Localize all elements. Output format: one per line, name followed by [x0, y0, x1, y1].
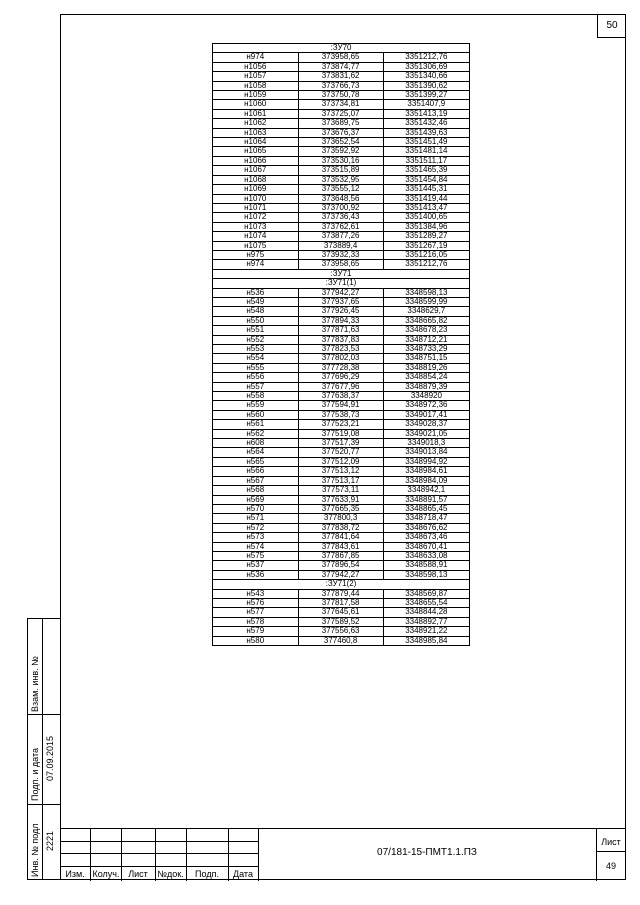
point-id: н1060: [213, 100, 299, 109]
point-id: н573: [213, 533, 299, 542]
y-coordinate: 3351400,65: [383, 213, 469, 222]
point-id: н556: [213, 373, 299, 382]
table-row: [213, 326, 470, 335]
x-coordinate: 373958,65: [298, 260, 383, 269]
y-coordinate: 3348712,21: [383, 335, 469, 344]
x-coordinate: 377556,63: [298, 627, 383, 636]
y-coordinate: 3348733,29: [383, 345, 469, 354]
point-id: н552: [213, 335, 299, 344]
x-coordinate: 373725,07: [298, 109, 383, 118]
point-id: н566: [213, 467, 299, 476]
x-coordinate: 377926,45: [298, 307, 383, 316]
y-coordinate: 3348984,61: [383, 467, 469, 476]
point-id: н1073: [213, 222, 299, 231]
y-coordinate: 3348984,09: [383, 476, 469, 485]
x-coordinate: 373515,89: [298, 166, 383, 175]
x-coordinate: 377517,39: [298, 439, 383, 448]
table-row: [213, 373, 470, 382]
y-coordinate: 3351267,19: [383, 241, 469, 250]
x-coordinate: 373689,75: [298, 119, 383, 128]
section-title: :ЗУ71: [213, 269, 470, 278]
x-coordinate: 373958,65: [298, 53, 383, 62]
table-row: [213, 486, 470, 495]
y-coordinate: 3351407,9: [383, 100, 469, 109]
y-coordinate: 3348633,08: [383, 551, 469, 560]
y-coordinate: 3348678,23: [383, 326, 469, 335]
y-coordinate: 3348598,13: [383, 570, 469, 579]
x-coordinate: 377538,73: [298, 410, 383, 419]
section-title: :ЗУ71(2): [213, 580, 470, 589]
y-coordinate: 3349018,3: [383, 439, 469, 448]
x-coordinate: 373874,77: [298, 62, 383, 71]
point-id: н975: [213, 250, 299, 259]
x-coordinate: 377520,77: [298, 448, 383, 457]
x-coordinate: 377894,33: [298, 316, 383, 325]
point-id: н1063: [213, 128, 299, 137]
x-coordinate: 373530,16: [298, 156, 383, 165]
list-label: Лист: [128, 869, 148, 879]
section-title: :ЗУ70: [213, 44, 470, 53]
x-coordinate: 373750,78: [298, 91, 383, 100]
y-coordinate: 3349021,05: [383, 429, 469, 438]
table-row: [213, 514, 470, 523]
table-row: [213, 232, 470, 241]
table-row: [213, 627, 470, 636]
y-coordinate: 3348569,87: [383, 589, 469, 598]
sign-date: 07.09.2015: [45, 735, 55, 781]
y-coordinate: 3348844,28: [383, 608, 469, 617]
point-id: н608: [213, 439, 299, 448]
left-stamp-strip: [27, 618, 60, 880]
x-coordinate: 373831,62: [298, 72, 383, 81]
x-coordinate: 377633,91: [298, 495, 383, 504]
section-title: :ЗУ71(1): [213, 279, 470, 288]
point-id: н1057: [213, 72, 299, 81]
point-id: н579: [213, 627, 299, 636]
table-row: [213, 401, 470, 410]
table-row: [213, 100, 470, 109]
y-coordinate: 3349028,37: [383, 420, 469, 429]
x-coordinate: 373736,43: [298, 213, 383, 222]
y-coordinate: 3351419,44: [383, 194, 469, 203]
x-coordinate: 377665,35: [298, 504, 383, 513]
y-coordinate: 3348588,91: [383, 561, 469, 570]
x-coordinate: 377802,03: [298, 354, 383, 363]
document-code: 07/181-15-ПМТ1.1.ПЗ: [377, 847, 477, 858]
y-coordinate: 3348920: [383, 392, 469, 401]
y-coordinate: 3348865,45: [383, 504, 469, 513]
point-id: н562: [213, 429, 299, 438]
x-coordinate: 377519,08: [298, 429, 383, 438]
point-id: н1066: [213, 156, 299, 165]
y-coordinate: 3351445,31: [383, 185, 469, 194]
y-coordinate: 3348891,57: [383, 495, 469, 504]
point-id: н536: [213, 288, 299, 297]
x-coordinate: 373700,92: [298, 203, 383, 212]
sheet-number: 49: [605, 861, 616, 871]
table-row: [213, 420, 470, 429]
point-id: н1056: [213, 62, 299, 71]
x-coordinate: 377871,63: [298, 326, 383, 335]
x-coordinate: 377594,91: [298, 401, 383, 410]
y-coordinate: 3351413,47: [383, 203, 469, 212]
y-coordinate: 3349017,41: [383, 410, 469, 419]
x-coordinate: 373652,54: [298, 138, 383, 147]
table-row: [213, 166, 470, 175]
table-row: [213, 495, 470, 504]
x-coordinate: 373766,73: [298, 81, 383, 90]
point-id: н565: [213, 457, 299, 466]
y-coordinate: 3351390,62: [383, 81, 469, 90]
x-coordinate: 377638,37: [298, 392, 383, 401]
x-coordinate: 377645,61: [298, 608, 383, 617]
x-coordinate: 377677,96: [298, 382, 383, 391]
x-coordinate: 377879,44: [298, 589, 383, 598]
point-id: н555: [213, 363, 299, 372]
y-coordinate: 3351481,14: [383, 147, 469, 156]
point-id: н1059: [213, 91, 299, 100]
y-coordinate: 3348892,77: [383, 617, 469, 626]
vzam-label: Взам. инв. №: [30, 656, 40, 712]
x-coordinate: 377460,8: [298, 636, 383, 645]
y-coordinate: 3348994,92: [383, 457, 469, 466]
point-id: н536: [213, 570, 299, 579]
x-coordinate: 377838,72: [298, 523, 383, 532]
y-coordinate: 3351451,49: [383, 138, 469, 147]
y-coordinate: 3351432,46: [383, 119, 469, 128]
table-row: [213, 119, 470, 128]
x-coordinate: 377942,27: [298, 288, 383, 297]
y-coordinate: 3351465,39: [383, 166, 469, 175]
x-coordinate: 373555,12: [298, 185, 383, 194]
x-coordinate: 377696,29: [298, 373, 383, 382]
x-coordinate: 377837,83: [298, 335, 383, 344]
point-id: н1061: [213, 109, 299, 118]
title-block: [60, 828, 626, 880]
x-coordinate: 377800,3: [298, 514, 383, 523]
point-id: н1072: [213, 213, 299, 222]
x-coordinate: 377823,53: [298, 345, 383, 354]
x-coordinate: 377728,38: [298, 363, 383, 372]
koluch-label: Колуч.: [92, 869, 120, 879]
point-id: н543: [213, 589, 299, 598]
table-row: [213, 185, 470, 194]
table-row: [213, 533, 470, 542]
x-coordinate: 373532,95: [298, 175, 383, 184]
point-id: н578: [213, 617, 299, 626]
point-id: н569: [213, 495, 299, 504]
y-coordinate: 3348819,26: [383, 363, 469, 372]
point-id: н551: [213, 326, 299, 335]
point-id: н1062: [213, 119, 299, 128]
point-id: н574: [213, 542, 299, 551]
table-row: [213, 354, 470, 363]
table-row: [213, 72, 470, 81]
point-id: н560: [213, 410, 299, 419]
point-id: н1065: [213, 147, 299, 156]
point-id: н1070: [213, 194, 299, 203]
point-id: н1058: [213, 81, 299, 90]
y-coordinate: 3348985,84: [383, 636, 469, 645]
x-coordinate: 377513,17: [298, 476, 383, 485]
x-coordinate: 377843,61: [298, 542, 383, 551]
x-coordinate: 377896,54: [298, 561, 383, 570]
point-id: н1064: [213, 138, 299, 147]
x-coordinate: 373877,26: [298, 232, 383, 241]
y-coordinate: 3348629,7: [383, 307, 469, 316]
y-coordinate: 3351306,69: [383, 62, 469, 71]
x-coordinate: 377573,11: [298, 486, 383, 495]
y-coordinate: 3348972,36: [383, 401, 469, 410]
y-coordinate: 3348665,82: [383, 316, 469, 325]
table-row: [213, 260, 470, 269]
ndok-label: №док.: [157, 869, 184, 879]
point-id: н1075: [213, 241, 299, 250]
izm-label: Изм.: [65, 869, 85, 879]
y-coordinate: 3351413,19: [383, 109, 469, 118]
x-coordinate: 377867,85: [298, 551, 383, 560]
point-id: н559: [213, 401, 299, 410]
table-row: [213, 561, 470, 570]
x-coordinate: 377513,12: [298, 467, 383, 476]
x-coordinate: 373676,37: [298, 128, 383, 137]
podp-label: Подп.: [195, 869, 219, 879]
point-id: н550: [213, 316, 299, 325]
point-id: н1074: [213, 232, 299, 241]
podp-data-label: Подп. и дата: [30, 747, 40, 801]
y-coordinate: 3351454,84: [383, 175, 469, 184]
x-coordinate: 377942,27: [298, 570, 383, 579]
y-coordinate: 3351399,27: [383, 91, 469, 100]
y-coordinate: 3348718,47: [383, 514, 469, 523]
x-coordinate: 373734,81: [298, 100, 383, 109]
section-header-row: [213, 580, 470, 589]
point-id: н1069: [213, 185, 299, 194]
sheet-label: Лист: [601, 837, 621, 847]
point-id: н1068: [213, 175, 299, 184]
x-coordinate: 377841,64: [298, 533, 383, 542]
x-coordinate: 373932,33: [298, 250, 383, 259]
point-id: н974: [213, 260, 299, 269]
x-coordinate: 377937,65: [298, 297, 383, 306]
y-coordinate: 3348599,99: [383, 297, 469, 306]
y-coordinate: 3348942,1: [383, 486, 469, 495]
inv-label: Инв. № подл: [30, 823, 40, 877]
point-id: н1067: [213, 166, 299, 175]
point-id: н576: [213, 598, 299, 607]
table-row: [213, 448, 470, 457]
y-coordinate: 3351384,96: [383, 222, 469, 231]
y-coordinate: 3348655,54: [383, 598, 469, 607]
x-coordinate: 377817,58: [298, 598, 383, 607]
point-id: н549: [213, 297, 299, 306]
x-coordinate: 377512,09: [298, 457, 383, 466]
y-coordinate: 3348598,13: [383, 288, 469, 297]
y-coordinate: 3349013,84: [383, 448, 469, 457]
point-id: н567: [213, 476, 299, 485]
point-id: н557: [213, 382, 299, 391]
point-id: н580: [213, 636, 299, 645]
table-row: [213, 194, 470, 203]
y-coordinate: 3348676,62: [383, 523, 469, 532]
point-id: н553: [213, 345, 299, 354]
y-coordinate: 3351340,66: [383, 72, 469, 81]
x-coordinate: 377589,52: [298, 617, 383, 626]
table-row: [213, 147, 470, 156]
point-id: н548: [213, 307, 299, 316]
y-coordinate: 3348670,41: [383, 542, 469, 551]
x-coordinate: 373592,92: [298, 147, 383, 156]
y-coordinate: 3351439,63: [383, 128, 469, 137]
y-coordinate: 3348879,39: [383, 382, 469, 391]
x-coordinate: 373648,56: [298, 194, 383, 203]
inv-value: 2221: [45, 830, 55, 851]
y-coordinate: 3351212,76: [383, 260, 469, 269]
point-id: н554: [213, 354, 299, 363]
table-row: [213, 213, 470, 222]
point-id: н572: [213, 523, 299, 532]
point-id: н537: [213, 561, 299, 570]
y-coordinate: 3351511,17: [383, 156, 469, 165]
data-label: Дата: [233, 869, 253, 879]
point-id: н974: [213, 53, 299, 62]
point-id: н575: [213, 551, 299, 560]
y-coordinate: 3348854,24: [383, 373, 469, 382]
page-number: 50: [597, 14, 626, 38]
y-coordinate: 3348673,46: [383, 533, 469, 542]
y-coordinate: 3348751,15: [383, 354, 469, 363]
table-row: [213, 53, 470, 62]
x-coordinate: 373889,4: [298, 241, 383, 250]
point-id: н570: [213, 504, 299, 513]
table-row: [213, 608, 470, 617]
point-id: н577: [213, 608, 299, 617]
point-id: н571: [213, 514, 299, 523]
coordinates-table: [212, 43, 470, 646]
point-id: н568: [213, 486, 299, 495]
table-row: [213, 467, 470, 476]
point-id: н1071: [213, 203, 299, 212]
x-coordinate: 373762,61: [298, 222, 383, 231]
point-id: н558: [213, 392, 299, 401]
y-coordinate: 3351289,27: [383, 232, 469, 241]
y-coordinate: 3351216,05: [383, 250, 469, 259]
table-row: [213, 307, 470, 316]
section-header-row: [213, 279, 470, 288]
point-id: н561: [213, 420, 299, 429]
point-id: н564: [213, 448, 299, 457]
y-coordinate: 3351212,76: [383, 53, 469, 62]
x-coordinate: 377523,21: [298, 420, 383, 429]
table-row: [213, 636, 470, 645]
y-coordinate: 3348921,22: [383, 627, 469, 636]
